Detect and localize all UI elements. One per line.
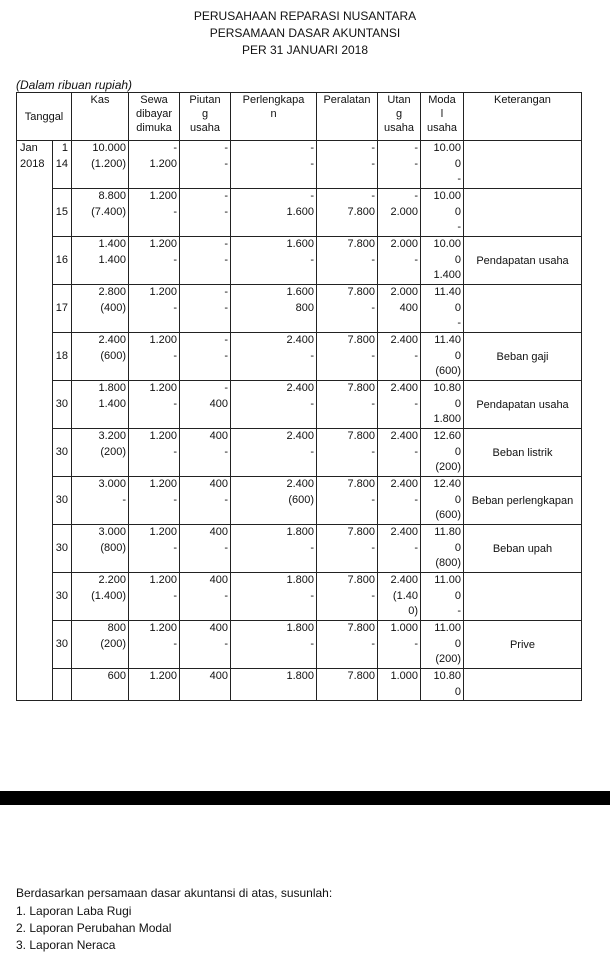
sewa-cell: 1.200 - (129, 237, 180, 285)
peralatan-cell: 7.800 - (317, 477, 378, 525)
question-item: 1. Laporan Laba Rugi (16, 904, 132, 918)
day-cell: 17 (53, 285, 72, 333)
table-row (17, 237, 582, 285)
question-item: 2. Laporan Perubahan Modal (16, 921, 172, 935)
document-date: PER 31 JANUARI 2018 (241, 43, 369, 57)
modal-cell: 10.00 0 1.400 (421, 237, 464, 285)
sewa-cell: 1.200 - (129, 285, 180, 333)
sewa-cell: 1.200 - (129, 381, 180, 429)
sewa-cell: 1.200 - (129, 621, 180, 669)
piutang-cell: - - (180, 285, 231, 333)
modal-cell: 11.40 0 (600) (421, 333, 464, 381)
day-cell: 1 14 (53, 141, 72, 189)
sewa-cell: - 1.200 (129, 141, 180, 189)
utang-cell: 2.000 400 (378, 285, 421, 333)
peralatan-cell: 7.800 - (317, 525, 378, 573)
company-name: PERUSAHAAN REPARASI NUSANTARA (193, 9, 417, 23)
table-row (17, 189, 582, 237)
piutang-cell: 400 - (180, 429, 231, 477)
peralatan-cell: 7.800 - (317, 381, 378, 429)
sewa-cell: 1.200 - (129, 573, 180, 621)
peralatan-cell: 7.800 (317, 669, 378, 701)
piutang-cell: 400 - (180, 525, 231, 573)
header-perlengkapan: Perlengkapa n (231, 93, 317, 141)
perlengkapan-cell: 1.600 - (231, 237, 317, 285)
modal-cell: 12.60 0 (200) (421, 429, 464, 477)
accounting-equation-table (16, 92, 582, 701)
header-keterangan: Keterangan (464, 93, 582, 141)
day-cell (53, 669, 72, 701)
month-cell: Jan 2018 (17, 141, 53, 701)
utang-cell: 2.400 (1.40 0) (378, 573, 421, 621)
utang-cell: - - (378, 141, 421, 189)
modal-cell: 12.40 0 (600) (421, 477, 464, 525)
utang-cell: 2.400 - (378, 525, 421, 573)
perlengkapan-cell: 1.800 (231, 669, 317, 701)
table-row (17, 285, 582, 333)
header-piutang: Piutan g usaha (180, 93, 231, 141)
modal-cell: 11.00 0 - (421, 573, 464, 621)
peralatan-cell: 7.800 - (317, 237, 378, 285)
perlengkapan-cell: - - (231, 141, 317, 189)
kas-cell: 2.200 (1.400) (72, 573, 129, 621)
peralatan-cell: 7.800 - (317, 621, 378, 669)
kas-cell: 1.800 1.400 (72, 381, 129, 429)
perlengkapan-cell: 1.800 - (231, 573, 317, 621)
table-row (17, 381, 582, 429)
day-cell: 30 (53, 573, 72, 621)
day-cell: 16 (53, 237, 72, 285)
day-cell: 30 (53, 477, 72, 525)
day-cell: 30 (53, 525, 72, 573)
piutang-cell: - - (180, 141, 231, 189)
kas-cell: 3.200 (200) (72, 429, 129, 477)
unit-note: (Dalam ribuan rupiah) (16, 78, 133, 92)
question-item: 3. Laporan Neraca (16, 938, 116, 952)
modal-cell: 11.00 0 (200) (421, 621, 464, 669)
peralatan-cell: - 7.800 (317, 189, 378, 237)
header-sewa: Sewa dibayar dimuka (129, 93, 180, 141)
table-row (17, 573, 582, 621)
day-cell: 15 (53, 189, 72, 237)
piutang-cell: - - (180, 237, 231, 285)
perlengkapan-cell: 1.800 - (231, 621, 317, 669)
table-row (17, 525, 582, 573)
day-cell: 30 (53, 621, 72, 669)
kas-cell: 2.400 (600) (72, 333, 129, 381)
utang-cell: 1.000 - (378, 621, 421, 669)
utang-cell: 2.400 - (378, 381, 421, 429)
kas-cell: 10.000 (1.200) (72, 141, 129, 189)
piutang-cell: 400 (180, 669, 231, 701)
kas-cell: 600 (72, 669, 129, 701)
sewa-cell: 1.200 (129, 669, 180, 701)
header-utang: Utan g usaha (378, 93, 421, 141)
piutang-cell: - - (180, 189, 231, 237)
keterangan-cell (464, 573, 582, 621)
peralatan-cell: 7.800 - (317, 573, 378, 621)
header-tanggal: Tanggal (17, 93, 72, 141)
sewa-cell: 1.200 - (129, 333, 180, 381)
keterangan-cell (464, 669, 582, 701)
day-cell: 30 (53, 381, 72, 429)
perlengkapan-cell: 2.400 - (231, 333, 317, 381)
keterangan-cell: Beban upah (464, 525, 582, 573)
keterangan-cell (464, 141, 582, 189)
kas-cell: 1.400 1.400 (72, 237, 129, 285)
table-header-row (17, 93, 582, 141)
sewa-cell: 1.200 - (129, 429, 180, 477)
peralatan-cell: - - (317, 141, 378, 189)
kas-cell: 800 (200) (72, 621, 129, 669)
sewa-cell: 1.200 - (129, 477, 180, 525)
modal-cell: 10.00 0 - (421, 189, 464, 237)
header-modal: Moda l usaha (421, 93, 464, 141)
perlengkapan-cell: - 1.600 (231, 189, 317, 237)
header-peralatan: Peralatan (317, 93, 378, 141)
modal-cell: 10.80 0 (421, 669, 464, 701)
document-title: PERSAMAAN DASAR AKUNTANSI (209, 26, 401, 40)
perlengkapan-cell: 2.400 (600) (231, 477, 317, 525)
utang-cell: 2.400 - (378, 477, 421, 525)
kas-cell: 3.000 (800) (72, 525, 129, 573)
piutang-cell: - - (180, 333, 231, 381)
perlengkapan-cell: 1.800 - (231, 525, 317, 573)
peralatan-cell: 7.800 - (317, 429, 378, 477)
table-row (17, 333, 582, 381)
modal-cell: 11.40 0 - (421, 285, 464, 333)
peralatan-cell: 7.800 - (317, 285, 378, 333)
perlengkapan-cell: 1.600 800 (231, 285, 317, 333)
table-row (17, 621, 582, 669)
modal-cell: 10.80 0 1.800 (421, 381, 464, 429)
piutang-cell: - 400 (180, 381, 231, 429)
utang-cell: 1.000 (378, 669, 421, 701)
question-intro: Berdasarkan persamaan dasar akuntansi di atas, susunlah: (16, 886, 333, 900)
keterangan-cell: Pendapatan usaha (464, 381, 582, 429)
modal-cell: 11.80 0 (800) (421, 525, 464, 573)
kas-cell: 8.800 (7.400) (72, 189, 129, 237)
table-row (17, 429, 582, 477)
separator-bar (0, 791, 610, 805)
peralatan-cell: 7.800 - (317, 333, 378, 381)
sewa-cell: 1.200 - (129, 189, 180, 237)
utang-cell: 2.000 - (378, 237, 421, 285)
keterangan-cell (464, 189, 582, 237)
table-row (17, 141, 582, 189)
keterangan-cell (464, 285, 582, 333)
day-cell: 30 (53, 429, 72, 477)
kas-cell: 3.000 - (72, 477, 129, 525)
table-row (17, 669, 582, 701)
keterangan-cell: Beban perlengkapan (464, 477, 582, 525)
day-cell: 18 (53, 333, 72, 381)
kas-cell: 2.800 (400) (72, 285, 129, 333)
table-row (17, 477, 582, 525)
utang-cell: 2.400 - (378, 429, 421, 477)
sewa-cell: 1.200 - (129, 525, 180, 573)
perlengkapan-cell: 2.400 - (231, 429, 317, 477)
header-kas: Kas (72, 93, 129, 141)
keterangan-cell: Pendapatan usaha (464, 237, 582, 285)
piutang-cell: 400 - (180, 573, 231, 621)
piutang-cell: 400 - (180, 477, 231, 525)
keterangan-cell: Prive (464, 621, 582, 669)
utang-cell: - 2.000 (378, 189, 421, 237)
piutang-cell: 400 - (180, 621, 231, 669)
perlengkapan-cell: 2.400 - (231, 381, 317, 429)
utang-cell: 2.400 - (378, 333, 421, 381)
modal-cell: 10.00 0 - (421, 141, 464, 189)
keterangan-cell: Beban listrik (464, 429, 582, 477)
keterangan-cell: Beban gaji (464, 333, 582, 381)
